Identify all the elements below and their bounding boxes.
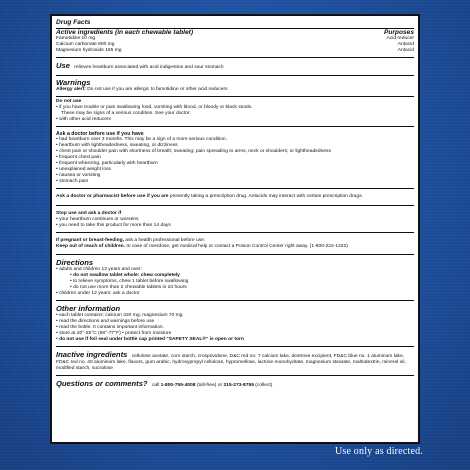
list-item: These may be signs of a serious condition. See your doctor. [61, 111, 191, 117]
list-item: • your heartburn continues or worsens [56, 217, 414, 223]
list-item: • do not use if foil seal under bottle cap printed "SAFETY SEAL®" is open or torn [56, 337, 414, 343]
allergy-alert-label: Allergy alert: [56, 87, 86, 93]
warnings-heading: Warnings [56, 78, 91, 88]
list-item: • if you have trouble or pain swallowing food, vomiting with blood, or bloody or black stools. [56, 105, 414, 111]
use-heading: Use [56, 61, 70, 71]
do-not-use-heading: Do not use [56, 99, 82, 105]
use-only-as-directed-text: Use only as directed. [334, 446, 423, 457]
list-item: • children under 12 years: ask a doctor [56, 291, 414, 297]
stop-use-section [56, 205, 414, 232]
ingredient-purpose: Antacid [397, 42, 414, 48]
questions-call-text: call [151, 383, 160, 389]
questions-section [56, 375, 414, 392]
ask-pharmacist-text: presently taking a prescription drug. Antacids may interact with certain prescription drugs. [169, 194, 363, 200]
list-item: • each tablet contains: calcium 320 mg; magnesium 70 mg [56, 313, 414, 319]
ask-pharmacist-label: Ask a doctor or pharmacist before use if you are [56, 194, 169, 200]
keep-out-text: In case of overdose, get medical help or contact a Poison Control Center right away. (1-800-222-1222) [126, 244, 348, 250]
questions-mid-text: (toll-free) or [196, 383, 223, 389]
list-item: • heartburn with lightheadedness, sweating, or dizziness [56, 143, 414, 149]
list-item: • with other acid reducers [56, 117, 414, 123]
stop-use-heading: Stop use and ask a doctor if [56, 211, 122, 217]
other-information-section [56, 300, 414, 346]
inactive-ingredients-heading: Inactive ingredients [56, 350, 128, 360]
list-item: • chest pain or shoulder pain with shortness of breath; sweating; pain spreading to arms, neck or shoulders; or lightheadedness [56, 149, 414, 155]
other-information-heading: Other information [56, 304, 121, 314]
directions-heading: Directions [56, 258, 94, 268]
inactive-ingredients-section [56, 346, 414, 375]
active-ingredients-heading: Active ingredients (in each chewable tablet) [56, 28, 194, 36]
drug-facts-panel [50, 14, 420, 444]
ask-doctor-section [56, 126, 414, 188]
ask-pharmacist-section [56, 188, 414, 205]
list-item: • do not use more than 2 chewable tablets in 24 hours [56, 285, 414, 291]
ask-doctor-heading: Ask a doctor before use if you have [56, 131, 144, 138]
ingredient-name: Calcium carbonate 800 mg [56, 42, 115, 48]
questions-heading: Questions or comments? [56, 379, 148, 389]
directions-section [56, 254, 414, 300]
list-item: • adults and children 12 years and over: [56, 267, 414, 273]
list-item: • read the directions and warnings before use [56, 319, 414, 325]
pregnant-text: ask a health professional before use. [125, 238, 206, 244]
list-item: • frequent chest pain [56, 155, 414, 161]
ingredient-purpose: Acid reducer [386, 36, 414, 42]
list-item: • had heartburn over 3 months. This may be a sign of a more serious condition. [56, 137, 414, 143]
list-item: • nausea or vomiting [56, 173, 414, 179]
list-item: • you need to take this product for more than 14 days [56, 223, 414, 229]
phone-number-tollfree: 1-800-755-4008 [160, 383, 196, 389]
ingredient-name: Famotidine 10 mg [56, 36, 96, 42]
ingredient-row [56, 48, 414, 54]
list-item: • do not swallow tablet whole: chew completely [56, 273, 414, 279]
active-ingredients-section [56, 19, 414, 57]
list-item: • stomach pain [56, 179, 414, 185]
pregnancy-section [56, 232, 414, 254]
inactive-ingredients-text: cellulose acetate, corn starch, crospovidone, D&C red no. 7 calcium lake, dextrose excipient, FD&C blue no. 1 aluminum lake, FD&C red no. 40 aluminum lake, flavors, gum arabic, hydroxypropyl cellulose, hypromellose, lactose monohydrate, magnesium stearate, maltodextrin, mineral oil, modified starch, sucralose [56, 354, 406, 372]
purposes-heading: Purposes [383, 28, 414, 36]
drug-facts-title: Drug Facts [56, 19, 91, 26]
ingredient-name: Magnesium hydroxide 165 mg [56, 48, 122, 54]
list-item: • to relieve symptoms, chew 1 tablet before swallowing [56, 279, 414, 285]
list-item: • frequent wheezing, particularly with heartburn [56, 161, 414, 167]
use-text: relieves heartburn associated with acid indigestion and sour stomach [74, 65, 224, 71]
allergy-alert-text: Do not use if you are allergic to famotidine or other acid reducers [87, 87, 228, 93]
ingredient-purpose: Antacid [397, 48, 414, 54]
list-item: • store at 20°-25°C (68°-77°F) • protect from moisture [56, 331, 414, 337]
list-item: • unexplained weight loss [56, 167, 414, 173]
pregnant-label: If pregnant or breast-feeding, [56, 238, 124, 244]
list-item: • read the bottle. It contains important information. [56, 325, 414, 331]
use-section [56, 57, 414, 75]
questions-tail-text: (collect) [255, 383, 273, 389]
warnings-section [56, 75, 414, 126]
keep-out-label: Keep out of reach of children. [56, 244, 126, 250]
phone-number-collect: 215-273-8755 [223, 383, 254, 389]
